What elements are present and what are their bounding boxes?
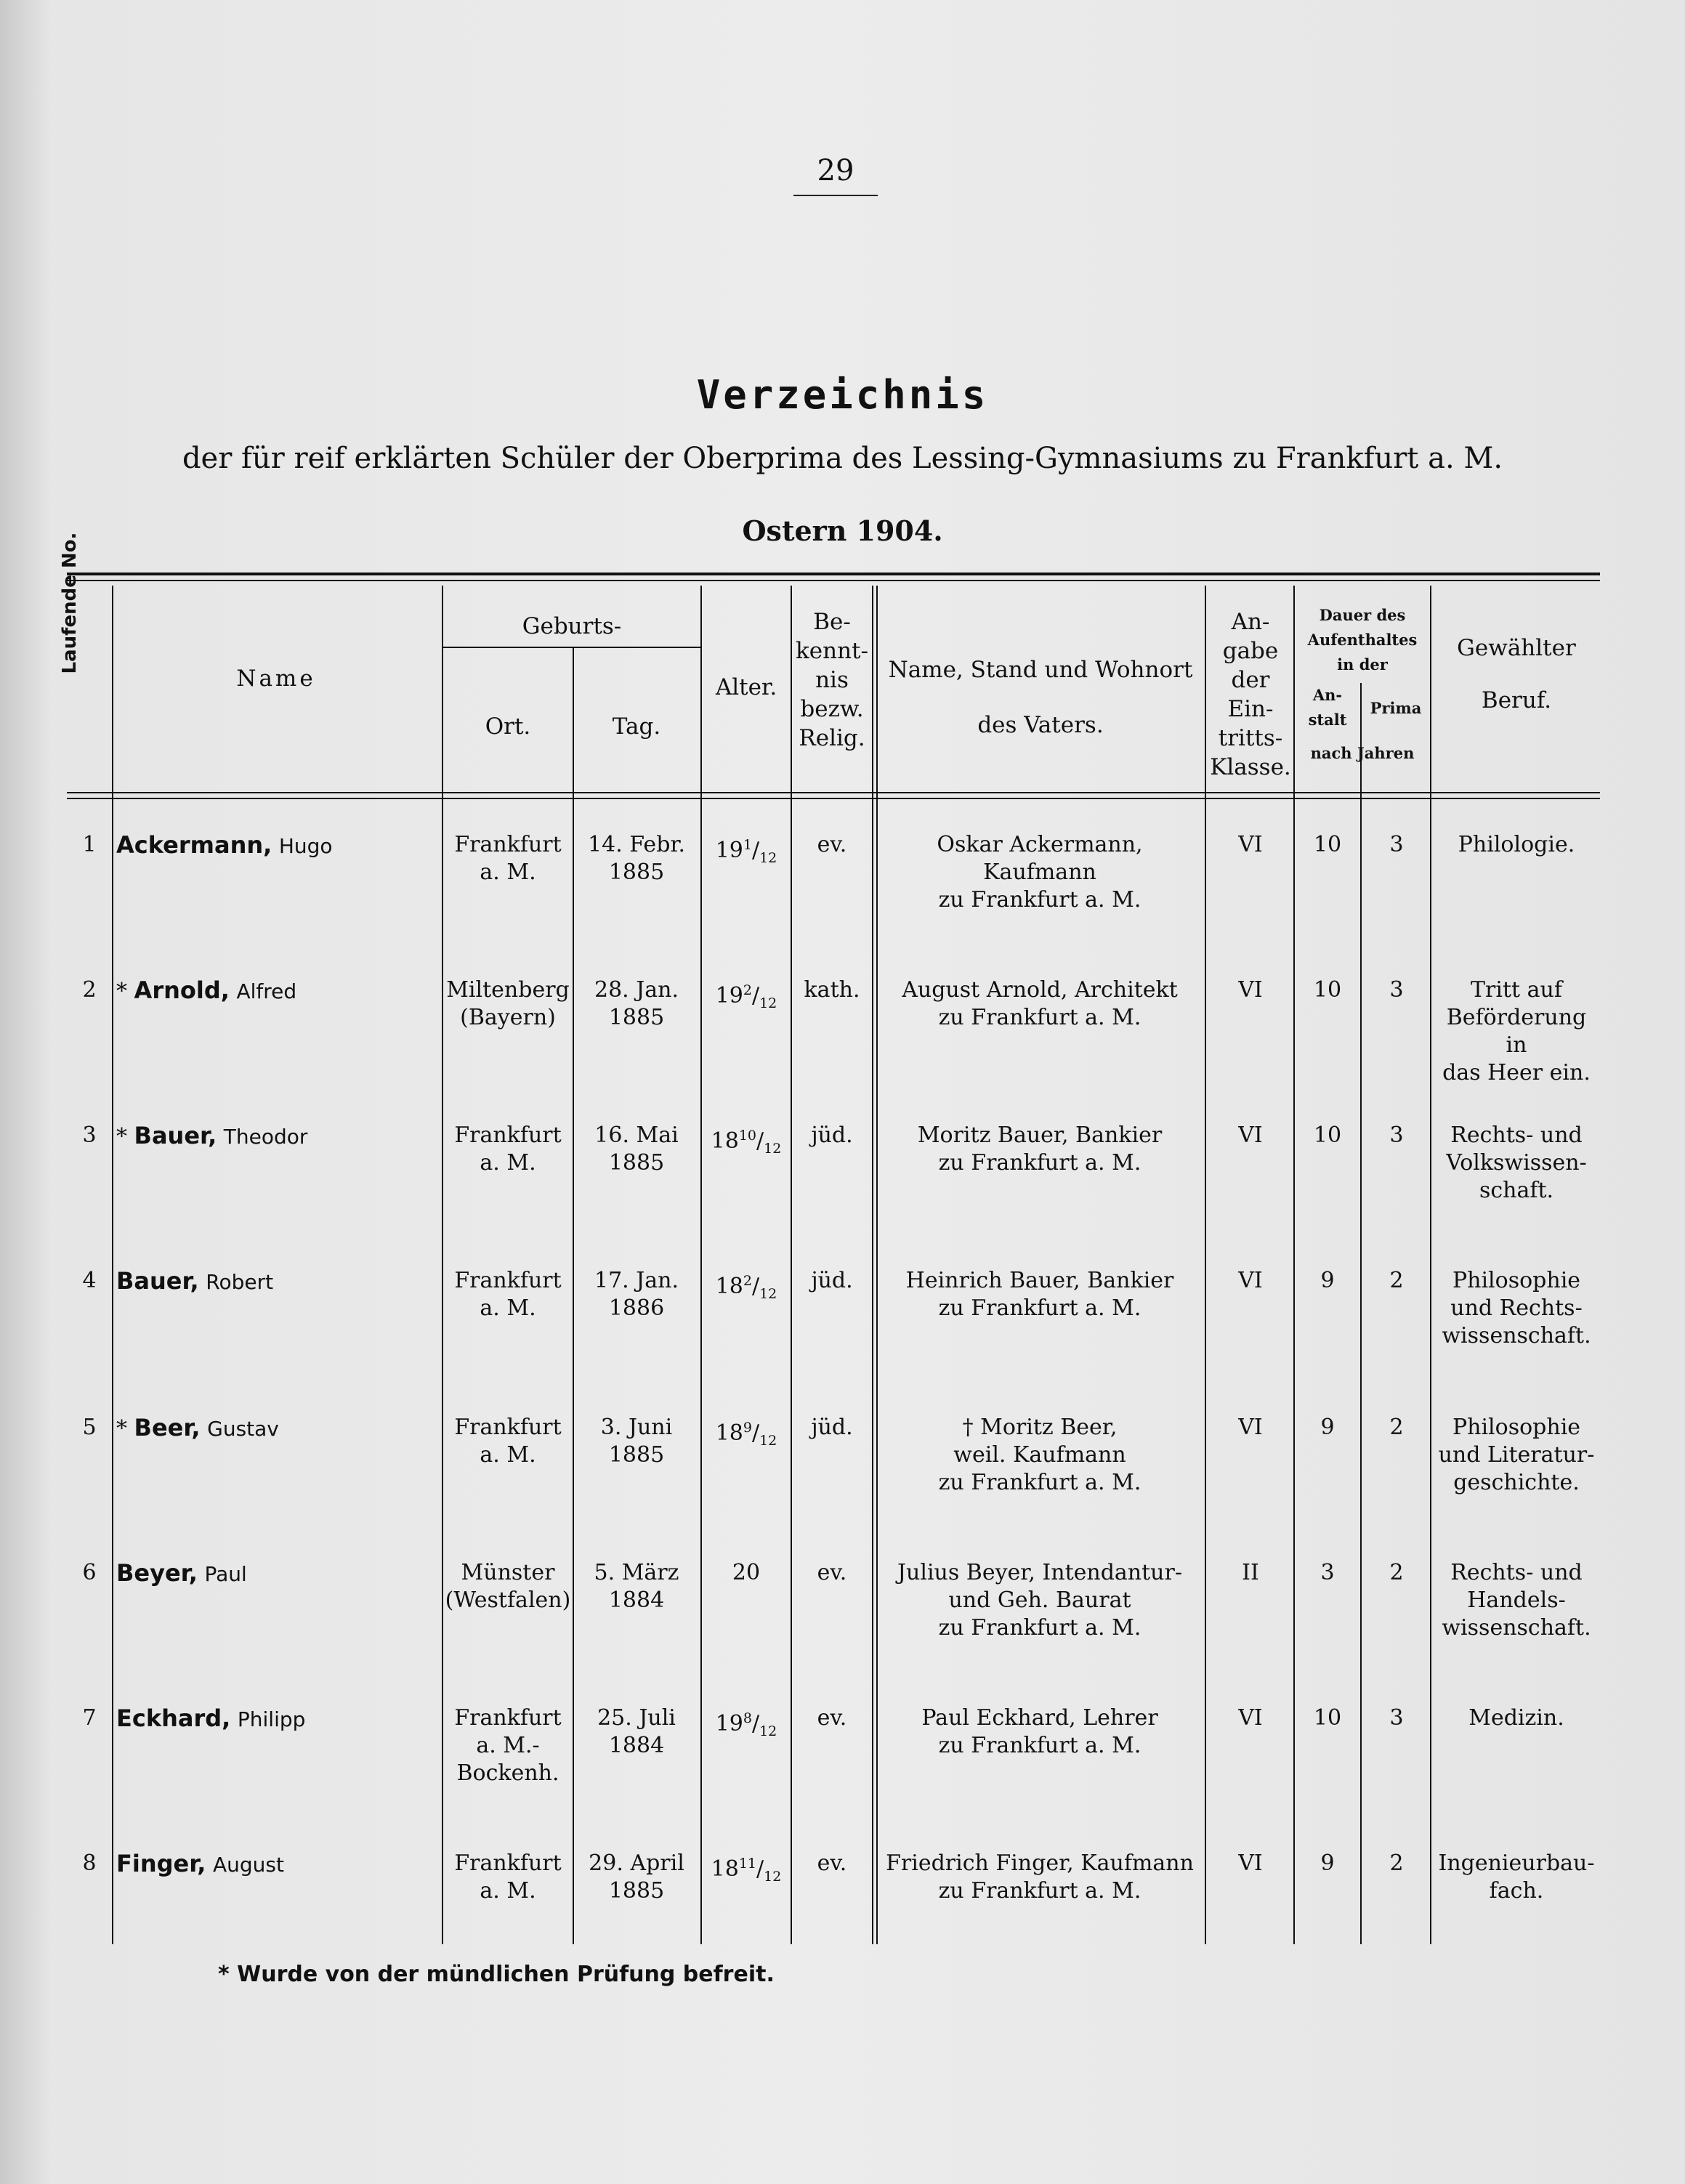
beruf-line: das Heer ein. [1442, 1060, 1591, 1085]
student-surname: Arnold, [134, 976, 230, 1004]
student-surname: Finger, [116, 1850, 206, 1877]
ort-line: Frankfurt [454, 832, 562, 857]
tag-line: 17. Jan. [594, 1268, 679, 1293]
years-at-school: 10 [1313, 1705, 1342, 1731]
header-entry-line-2: gabe [1222, 638, 1279, 664]
header-religion [792, 607, 872, 753]
header-nach-jahren: nach Jahren [1310, 744, 1415, 762]
header-duration-line-2: Aufenthaltes [1307, 631, 1418, 649]
chosen-profession [1433, 1704, 1600, 1732]
alter-denominator: 12 [759, 1433, 777, 1449]
student-firstname: Alfred [236, 979, 297, 1003]
footnote: * Wurde von der mündlichen Prüfung befreit. [218, 1962, 775, 1987]
ort-line: a. M. [480, 1442, 536, 1468]
table-row [0, 976, 1685, 1122]
father-line: zu Frankfurt a. M. [938, 1150, 1141, 1176]
student-name [116, 1559, 436, 1588]
tag-line: 1885 [608, 1878, 665, 1904]
tag-line: 14. Febr. [588, 832, 685, 857]
header-ort: Ort. [485, 713, 531, 740]
beruf-line: Philosophie [1452, 1415, 1581, 1440]
alter-whole: 19 [715, 838, 743, 863]
ort-line: (Bayern) [460, 1005, 556, 1030]
beruf-line: Rechts- und [1450, 1560, 1583, 1585]
birth-date [574, 1704, 699, 1760]
student-surname: Bauer, [116, 1267, 199, 1295]
table-row [0, 1704, 1685, 1850]
chosen-profession [1433, 831, 1600, 859]
table-row [0, 831, 1685, 976]
religion: jüd. [811, 1268, 853, 1293]
father-line: zu Frankfurt a. M. [938, 1470, 1141, 1495]
header-name: Name [236, 666, 316, 692]
header-father-line-1: Name, Stand und Wohnort [888, 657, 1193, 683]
chosen-profession [1433, 1559, 1600, 1642]
ort-line: Münster [461, 1560, 555, 1585]
beruf-line: Philologie. [1458, 832, 1575, 857]
document-subtitle: der für reif erklärten Schüler der Oberprima des Lessing-Gymnasiums zu Frankfurt a. M. [182, 442, 1503, 475]
father-info [876, 1267, 1203, 1322]
header-father-line-2: des Vaters. [977, 712, 1104, 738]
alter-whole: 19 [715, 983, 743, 1008]
age: $18^{11}/_{12}$ [711, 1856, 782, 1885]
birth-place [445, 831, 571, 886]
beruf-line: geschichte. [1453, 1470, 1580, 1495]
alter-numerator: 9 [743, 1420, 752, 1436]
header-religion-line-5: Relig. [799, 725, 865, 751]
table-row [0, 1559, 1685, 1704]
years-at-school: 10 [1313, 977, 1342, 1003]
alter-denominator: 12 [759, 995, 777, 1011]
father-line: zu Frankfurt a. M. [938, 1295, 1141, 1321]
age: $18^2/_{12}$ [715, 1273, 777, 1302]
entry-class: VI [1238, 1123, 1263, 1148]
ort-line: Frankfurt [454, 1415, 562, 1440]
ort-line: a. M.- [476, 1733, 540, 1758]
years-in-prima: 3 [1389, 1705, 1404, 1731]
years-at-school: 3 [1320, 1560, 1335, 1585]
entry-class: VI [1238, 832, 1263, 857]
header-bottom-rule-2 [67, 798, 1600, 799]
father-line: zu Frankfurt a. M. [938, 1733, 1141, 1758]
table-row [0, 1267, 1685, 1412]
student-firstname: Gustav [207, 1417, 279, 1441]
beruf-line: Rechts- und [1450, 1123, 1583, 1148]
entry-class: II [1242, 1560, 1259, 1585]
father-line: Kaufmann [983, 860, 1096, 885]
ort-line: Frankfurt [454, 1705, 562, 1731]
alter-denominator: 12 [759, 1286, 777, 1302]
alter-numerator: 1 [743, 837, 752, 853]
father-line: und Geh. Baurat [948, 1588, 1131, 1613]
header-religion-line-2: kennt- [796, 638, 868, 664]
age: $18^{10}/_{12}$ [711, 1128, 782, 1157]
years-at-school: 9 [1320, 1415, 1335, 1440]
years-at-school: 10 [1313, 1123, 1342, 1148]
father-line: Oskar Ackermann, [937, 832, 1143, 857]
student-name [116, 831, 436, 860]
religion: ev. [817, 1851, 847, 1876]
years-in-prima: 2 [1389, 1851, 1404, 1876]
father-info [876, 1122, 1203, 1177]
birth-place [445, 976, 571, 1032]
birth-place [445, 1559, 571, 1614]
birth-place [445, 1122, 571, 1177]
alter-whole: 18 [711, 1856, 739, 1882]
header-entry-line-4: Ein- [1227, 696, 1274, 722]
page-number-rule [793, 195, 878, 196]
father-line: † Moritz Beer, [962, 1415, 1118, 1440]
tag-line: 1885 [608, 1005, 665, 1030]
student-name [116, 1414, 436, 1443]
chosen-profession [1433, 976, 1600, 1087]
birth-date [574, 1414, 699, 1469]
father-line: zu Frankfurt a. M. [938, 1878, 1141, 1904]
header-alter: Alter. [715, 674, 777, 700]
row-number: 8 [82, 1851, 97, 1876]
tag-line: 28. Jan. [594, 977, 679, 1003]
student-firstname: Robert [206, 1270, 274, 1294]
header-beruf-line-2: Beruf. [1481, 687, 1552, 713]
row-number: 6 [82, 1560, 97, 1585]
age: $18^9/_{12}$ [715, 1420, 777, 1449]
header-geburts: Geburts- [522, 613, 622, 639]
student-surname: Beer, [134, 1414, 201, 1441]
religion: ev. [817, 1560, 847, 1585]
header-anstalt-line-2: stalt [1308, 711, 1347, 729]
birth-date [574, 1122, 699, 1177]
honor-marker: * [116, 1416, 127, 1441]
tag-line: 1884 [608, 1588, 665, 1613]
ort-line: Frankfurt [454, 1123, 562, 1148]
ort-line: Miltenberg [446, 977, 570, 1003]
father-info [876, 1559, 1203, 1642]
entry-class: VI [1238, 1851, 1263, 1876]
birth-place [445, 1704, 571, 1787]
alter-numerator: 2 [743, 1273, 752, 1289]
beruf-line: Ingenieurbau- [1438, 1851, 1595, 1876]
table-top-rule-2 [67, 580, 1600, 581]
years-in-prima: 3 [1389, 1123, 1404, 1148]
tag-line: 5. März [594, 1560, 679, 1585]
years-in-prima: 2 [1389, 1560, 1404, 1585]
honor-marker: * [116, 1124, 127, 1149]
father-line: August Arnold, Architekt [902, 977, 1178, 1003]
header-father [878, 642, 1203, 753]
religion: ev. [817, 1705, 847, 1731]
student-name [116, 1704, 436, 1734]
entry-class: VI [1238, 1268, 1263, 1293]
years-at-school: 9 [1320, 1851, 1335, 1876]
alter-whole: 20 [732, 1560, 761, 1585]
student-firstname: Theodor [223, 1125, 308, 1149]
father-line: Paul Eckhard, Lehrer [921, 1705, 1158, 1731]
age: $19^2/_{12}$ [715, 982, 777, 1011]
header-beruf [1433, 622, 1600, 727]
alter-whole: 18 [715, 1274, 743, 1299]
header-entry-line-1: An- [1231, 609, 1270, 635]
years-in-prima: 2 [1389, 1415, 1404, 1440]
father-info [876, 1850, 1203, 1905]
religion: jüd. [811, 1123, 853, 1148]
father-info [876, 1414, 1203, 1497]
header-bottom-rule [67, 792, 1600, 793]
student-surname: Ackermann, [116, 831, 272, 859]
page-number: 29 [817, 154, 854, 187]
birth-date [574, 1850, 699, 1905]
student-name [116, 1122, 436, 1151]
tag-line: 29. April [589, 1851, 684, 1876]
alter-numerator: 2 [743, 982, 752, 998]
entry-class: VI [1238, 1705, 1263, 1731]
birth-place [445, 1414, 571, 1469]
birth-date [574, 1559, 699, 1614]
years-at-school: 9 [1320, 1268, 1335, 1293]
alter-whole: 18 [715, 1420, 743, 1446]
father-line: zu Frankfurt a. M. [938, 1615, 1141, 1641]
years-in-prima: 3 [1389, 977, 1404, 1003]
beruf-line: wissenschaft. [1442, 1323, 1591, 1348]
beruf-line: Handels- [1467, 1588, 1566, 1613]
tag-line: 1886 [608, 1295, 665, 1321]
years-at-school: 10 [1313, 832, 1342, 857]
religion: jüd. [811, 1415, 853, 1440]
father-info [876, 1704, 1203, 1760]
chosen-profession [1433, 1850, 1600, 1905]
father-line: Moritz Bauer, Bankier [917, 1123, 1163, 1148]
age [702, 1559, 791, 1587]
header-beruf-line-1: Gewählter [1457, 635, 1576, 661]
alter-whole: 19 [715, 1711, 743, 1736]
father-line: Julius Beyer, Intendantur- [897, 1560, 1182, 1585]
header-prima: Prima [1370, 699, 1422, 717]
student-name [116, 976, 436, 1006]
table-row [0, 1122, 1685, 1267]
chosen-profession [1433, 1267, 1600, 1350]
ort-line: Frankfurt [454, 1851, 562, 1876]
student-surname: Bauer, [134, 1122, 217, 1149]
row-number: 1 [82, 832, 97, 857]
father-line: Friedrich Finger, Kaufmann [886, 1851, 1194, 1876]
tag-line: 1885 [608, 1442, 665, 1468]
tag-line: 1885 [608, 860, 665, 885]
religion: ev. [817, 832, 847, 857]
table-top-rule [67, 573, 1600, 575]
years-in-prima: 3 [1389, 832, 1404, 857]
father-info [876, 976, 1203, 1032]
ort-line: a. M. [480, 1878, 536, 1904]
father-line: zu Frankfurt a. M. [938, 1005, 1141, 1030]
father-info [876, 831, 1203, 914]
alter-numerator: 10 [738, 1128, 757, 1144]
tag-line: 3. Juni [600, 1415, 673, 1440]
alter-numerator: 8 [743, 1710, 752, 1726]
header-anstalt-line-1: An- [1312, 686, 1343, 704]
alter-numerator: 11 [738, 1856, 757, 1872]
alter-denominator: 12 [759, 850, 777, 866]
beruf-line: und Rechts- [1450, 1295, 1583, 1321]
header-religion-line-4: bezw. [800, 696, 864, 722]
header-entry-class [1208, 607, 1293, 782]
table-row [0, 1414, 1685, 1559]
header-anstalt [1295, 683, 1360, 732]
student-firstname: August [213, 1853, 284, 1877]
student-surname: Beyer, [116, 1559, 198, 1587]
age: $19^1/_{12}$ [715, 837, 777, 866]
age: $19^8/_{12}$ [715, 1710, 777, 1739]
header-entry-line-3: der [1231, 667, 1270, 693]
beruf-line: Medizin. [1468, 1705, 1564, 1731]
row-number: 2 [82, 977, 97, 1003]
document-title: Verzeichnis [696, 372, 989, 418]
header-duration-line-1: Dauer des [1319, 606, 1406, 624]
header-laufende-no: Laufende No. [59, 532, 81, 674]
beruf-line: schaft. [1479, 1178, 1554, 1203]
student-firstname: Paul [204, 1562, 247, 1586]
alter-denominator: 12 [764, 1869, 782, 1885]
beruf-line: Beförderung in [1446, 1005, 1587, 1058]
student-firstname: Hugo [278, 834, 333, 858]
exam-term: Ostern 1904. [742, 514, 943, 547]
ort-line: (Westfalen) [445, 1588, 571, 1613]
father-line: zu Frankfurt a. M. [938, 887, 1141, 913]
beruf-line: Philosophie [1452, 1268, 1581, 1293]
tag-line: 16. Mai [594, 1123, 679, 1148]
father-line: weil. Kaufmann [953, 1442, 1126, 1468]
beruf-line: fach. [1489, 1878, 1544, 1904]
beruf-line: wissenschaft. [1442, 1615, 1591, 1641]
row-number: 4 [82, 1268, 97, 1293]
tag-line: 25. Juli [597, 1705, 676, 1731]
honor-marker: * [116, 979, 127, 1004]
student-name [116, 1267, 436, 1296]
beruf-line: Volkswissen- [1446, 1150, 1587, 1176]
ort-line: Frankfurt [454, 1268, 562, 1293]
birth-place [445, 1850, 571, 1905]
birth-date [574, 831, 699, 886]
row-number: 5 [82, 1415, 97, 1440]
student-firstname: Philipp [237, 1707, 306, 1731]
birth-place [445, 1267, 571, 1322]
row-number: 7 [82, 1705, 97, 1731]
beruf-line: und Literatur- [1438, 1442, 1595, 1468]
alter-whole: 18 [711, 1128, 739, 1154]
beruf-line: Tritt auf [1471, 977, 1562, 1003]
header-entry-line-5: tritts- [1218, 725, 1283, 751]
alter-denominator: 12 [759, 1723, 777, 1739]
birth-date [574, 1267, 699, 1322]
header-duration-line-3: in der [1337, 655, 1388, 674]
ort-line: a. M. [480, 1295, 536, 1321]
ort-line: Bockenh. [456, 1760, 559, 1786]
chosen-profession [1433, 1414, 1600, 1497]
father-line: Heinrich Bauer, Bankier [905, 1268, 1174, 1293]
ort-line: a. M. [480, 1150, 536, 1176]
years-in-prima: 2 [1389, 1268, 1404, 1293]
student-surname: Eckhard, [116, 1704, 231, 1732]
student-name [116, 1850, 436, 1879]
ort-line: a. M. [480, 860, 536, 885]
header-entry-line-6: Klasse. [1210, 754, 1291, 780]
alter-denominator: 12 [764, 1141, 782, 1157]
birth-date [574, 976, 699, 1032]
entry-class: VI [1238, 1415, 1263, 1440]
row-number: 3 [82, 1123, 97, 1148]
religion: kath. [804, 977, 860, 1003]
header-religion-line-3: nis [815, 667, 849, 693]
chosen-profession [1433, 1122, 1600, 1205]
header-duration [1295, 603, 1430, 677]
tag-line: 1884 [608, 1733, 665, 1758]
header-tag: Tag. [612, 713, 661, 740]
entry-class: VI [1238, 977, 1263, 1003]
tag-line: 1885 [608, 1150, 665, 1176]
header-religion-line-1: Be- [813, 609, 851, 635]
